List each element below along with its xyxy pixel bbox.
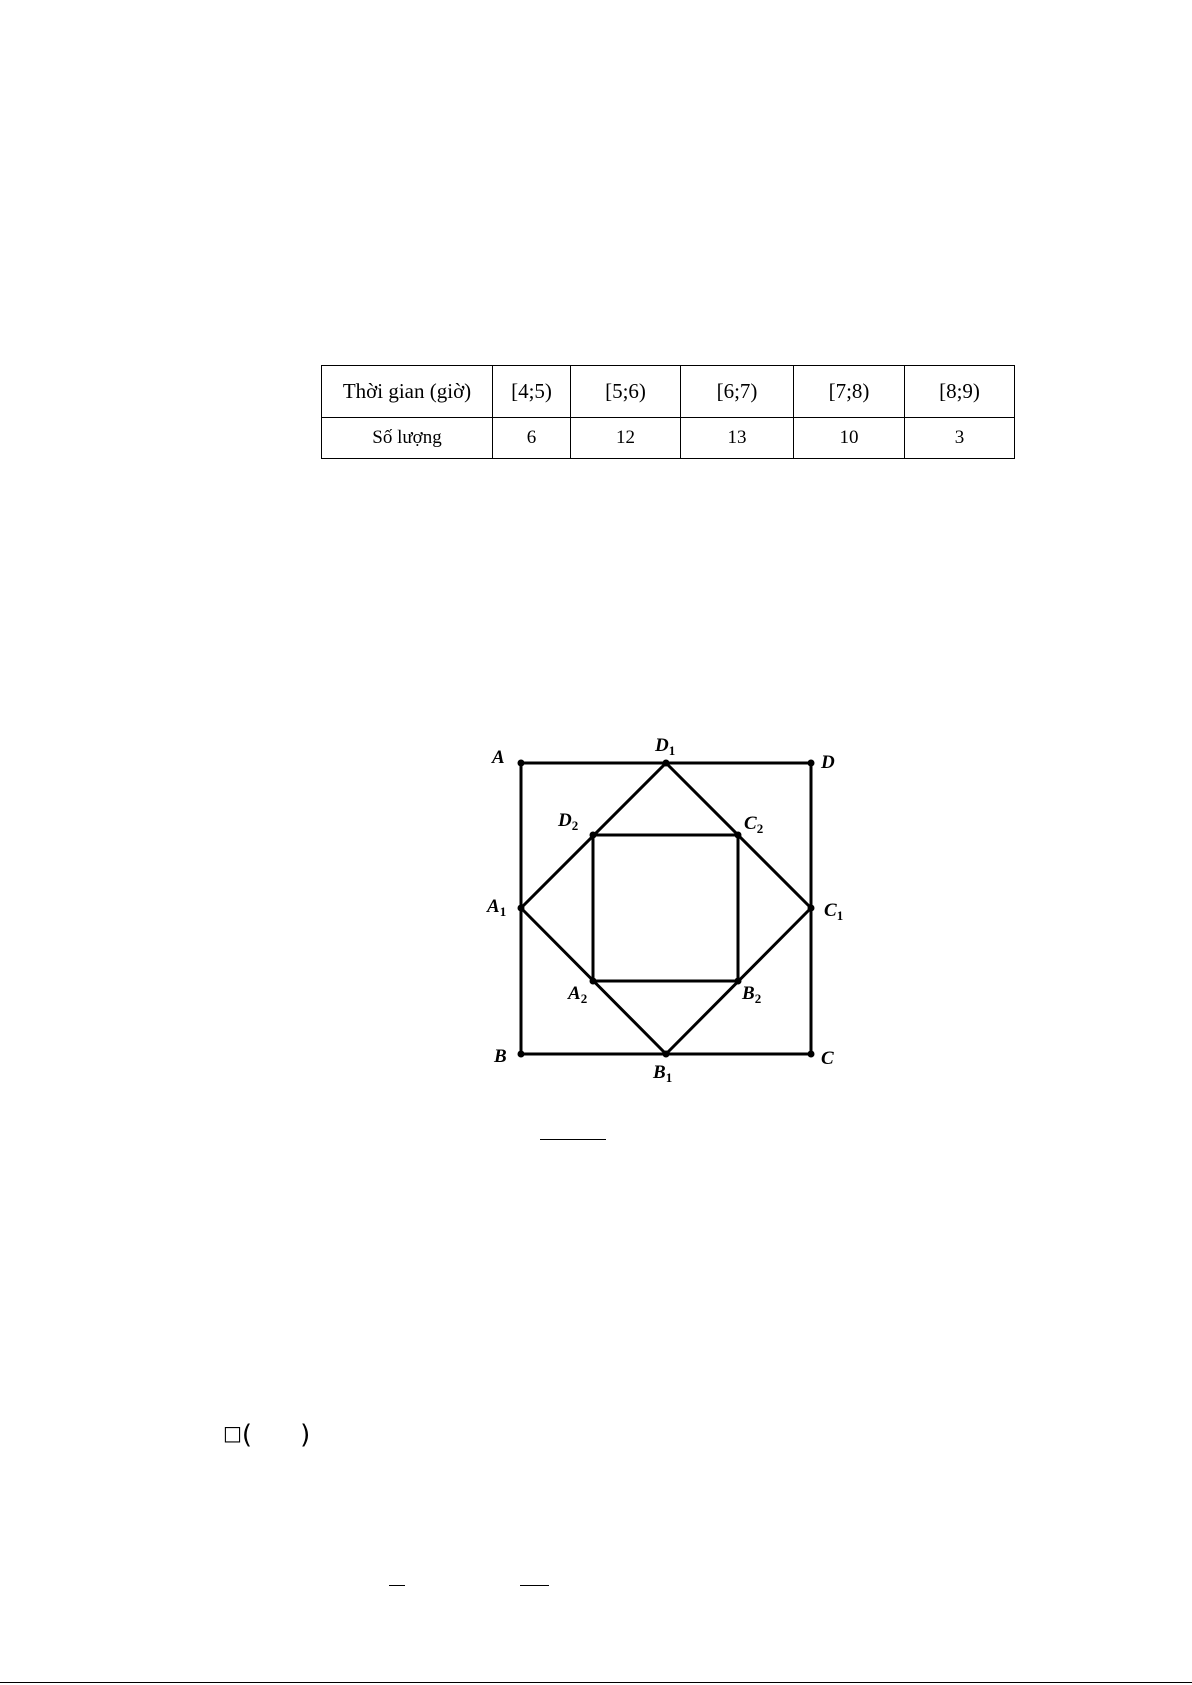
close-paren: )	[300, 1420, 311, 1450]
label-D1: $D_1$	[655, 735, 676, 758]
count-cell: 10	[794, 418, 905, 459]
nested-squares-figure	[480, 725, 860, 1090]
formula-fragment	[223, 1420, 310, 1450]
label-C: C	[821, 1048, 834, 1069]
label-D2: $D_2$	[558, 810, 579, 833]
count-cell: 12	[571, 418, 681, 459]
point-B	[518, 1051, 525, 1058]
interval-cell: [8;9)	[905, 366, 1015, 418]
middle-square	[521, 763, 811, 1054]
label-B: B	[494, 1046, 507, 1067]
fraction-bar	[540, 1139, 606, 1140]
point-A	[518, 760, 525, 767]
table-row-count	[322, 418, 1015, 459]
label-C2: $C_2$	[744, 813, 764, 836]
point-C	[808, 1051, 815, 1058]
label-A: A	[492, 747, 505, 768]
point-C1	[808, 905, 815, 912]
interval-cell: [4;5)	[493, 366, 571, 418]
point-B1	[663, 1051, 670, 1058]
count-cell: 6	[493, 418, 571, 459]
count-cell: 3	[905, 418, 1015, 459]
label-A1: $A_1$	[487, 896, 507, 919]
interval-cell: [6;7)	[681, 366, 794, 418]
interval-cell: [7;8)	[794, 366, 905, 418]
outer-square	[521, 763, 811, 1054]
footer-rule	[0, 1682, 1192, 1683]
point-A1	[518, 905, 525, 912]
missing-glyph-box: □	[223, 1421, 242, 1445]
interval-cell: [5;6)	[571, 366, 681, 418]
count-cell: 13	[681, 418, 794, 459]
label-A2: $A_2$	[568, 983, 588, 1006]
point-A2	[590, 978, 597, 985]
label-D: D	[821, 752, 835, 773]
point-D2	[590, 832, 597, 839]
frequency-table	[321, 365, 1015, 459]
fraction-bar	[520, 1585, 549, 1586]
label-C1: $C_1$	[824, 900, 844, 923]
point-C2	[735, 832, 742, 839]
inner-square	[593, 835, 738, 981]
label-B1: $B_1$	[653, 1062, 673, 1085]
point-D	[808, 760, 815, 767]
table-row-time	[322, 366, 1015, 418]
point-D1	[663, 760, 670, 767]
label-B2: $B_2$	[742, 983, 762, 1006]
header-cell-count: Số lượng	[322, 418, 493, 459]
open-paren: (	[241, 1420, 253, 1450]
point-B2	[735, 978, 742, 985]
fraction-bar	[389, 1585, 405, 1586]
header-cell-time: Thời gian (giờ)	[322, 366, 493, 418]
